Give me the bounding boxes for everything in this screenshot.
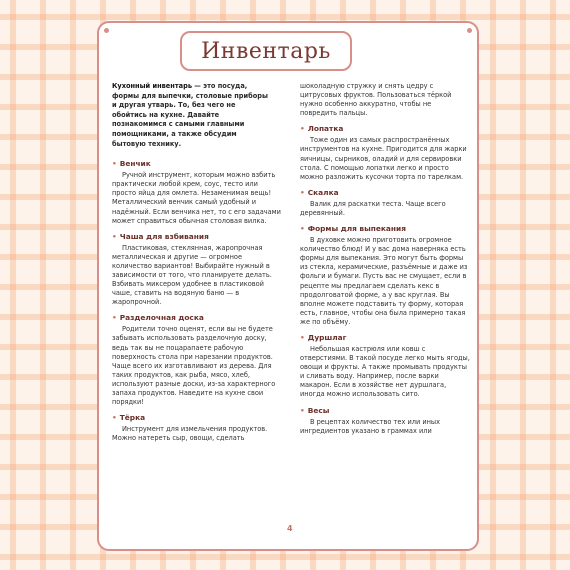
corner-dot-icon [104, 28, 109, 33]
section-heading-text: Венчик [119, 159, 151, 169]
section-heading [300, 188, 470, 198]
section-grater [112, 413, 282, 443]
section-text: Родители точно оценят, если вы не будете забывать использовать разделочную доску, ведь так вы не поцарапаете рабочую поверхность стола при нарезании продуктов. Чаще всего их изготавливают из дерева. Для таких продуктов, как рыба, мясо, хлеб, используют разные доски, из-за характерного запаха продуктов. Наведите на кухне свои порядки! [112, 325, 276, 407]
section-text: В рецептах количество тех или иных ингредиентов указано в граммах или [300, 417, 441, 435]
section-heading [300, 333, 470, 343]
bullet-icon: • [300, 187, 305, 197]
page-title: Инвентарь [201, 38, 331, 64]
section-heading-text: Весы [307, 405, 330, 415]
section-heading-text: Скалка [307, 187, 339, 197]
bullet-icon: • [112, 313, 117, 323]
section-heading [112, 313, 282, 323]
bullet-icon: • [300, 405, 305, 415]
bullet-icon: • [300, 224, 305, 234]
page-number: 4 [287, 524, 293, 533]
left-column [112, 82, 282, 443]
section-colander [300, 333, 470, 400]
intro-lead: Кухонный инвентарь [112, 82, 192, 90]
right-column [300, 82, 470, 436]
section-heading [112, 413, 282, 423]
section-cutting-board [112, 313, 282, 407]
section-text: Ручной инструмент, которым можно взбить практически любой крем, соус, тесто или просто яйца для омлета. Незаменимая вещь! Металлический венчик самый удобный и надёжный. Если венчика нет, то с его задачами может справиться обычная столовая вилка. [112, 171, 281, 225]
intro-paragraph [112, 82, 272, 149]
section-scales [300, 406, 470, 436]
section-heading-text: Чаша для взбивания [119, 231, 209, 241]
section-heading-text: Формы для выпекания [307, 224, 406, 234]
section-spatula [300, 124, 470, 181]
bullet-icon: • [300, 332, 305, 342]
section-text: В духовке можно приготовить огромное количество блюд! И у вас дома наверняка есть формы для выпекания. Это могут быть формы из стекла, керамические, разъёмные и даже из фольги и бумаги. Пусть вас не смущает, если в рецепте мы предлагаем сделать кекс в продолговатой форме, а у вас круглая. Вы вполне можете подставить ту форму, которая есть, главное, чтобы она была примерно такая же по объёму. [300, 236, 468, 326]
section-heading [300, 224, 470, 234]
section-text-continued: шоколадную стружку и снять цедру с цитрусовых фруктов. Пользоваться тёркой нужно особенно аккуратно, чтобы не повредить пальцы. [300, 82, 452, 118]
title-frame [180, 31, 352, 71]
section-baking-forms [300, 224, 470, 327]
bullet-icon: • [112, 159, 117, 169]
section-heading [112, 159, 282, 169]
bullet-icon: • [112, 231, 117, 241]
corner-dot-icon [467, 28, 472, 33]
intro-text: — это посуда, формы для выпечки, столовые приборы и другая утварь. То, без чего не обойтись на кухне. Давайте познакомимся с самыми главными помощниками, а также обсудим бытовую технику. [112, 82, 268, 148]
section-rolling-pin [300, 188, 470, 218]
section-text: Пластиковая, стеклянная, жаропрочная металлическая и другие — огромное количество вариантов! Выбирайте нужный в зависимости от того, что планируете делать. Взбивать миксером удобнее в пластиковой чаше, ставить на водяную баню — в жаропрочной. [112, 243, 272, 307]
section-heading-text: Разделочная доска [119, 313, 204, 323]
section-heading [300, 406, 470, 416]
bullet-icon: • [300, 124, 305, 134]
section-heading [112, 232, 282, 242]
section-text: Небольшая кастрюля или ковш с отверстиями. В такой посуде легко мыть ягоды, овощи и фрукты. А также промывать продукты и сливать воду. Например, после варки макарон. Если в хозяйстве нет дуршлага, иногда можно использовать сито. [300, 344, 470, 399]
section-bowl [112, 232, 282, 308]
section-text: Тоже один из самых распространённых инструментов на кухне. Пригодится для жарки яичницы, сырников, оладий и для сервировки стола. С помощью лопатки легко и просто можно разложить кусочки торта по тарелкам. [300, 136, 467, 181]
section-text: Валик для раскатки теста. Чаще всего деревянный. [300, 199, 446, 217]
section-heading-text: Дуршлаг [307, 332, 347, 342]
bullet-icon: • [112, 413, 117, 423]
section-heading [300, 124, 470, 134]
section-heading-text: Тёрка [119, 413, 146, 423]
section-whisk [112, 159, 282, 226]
section-heading-text: Лопатка [307, 124, 344, 134]
section-text: Инструмент для измельчения продуктов. Можно натереть сыр, овощи, сделать [112, 425, 268, 443]
